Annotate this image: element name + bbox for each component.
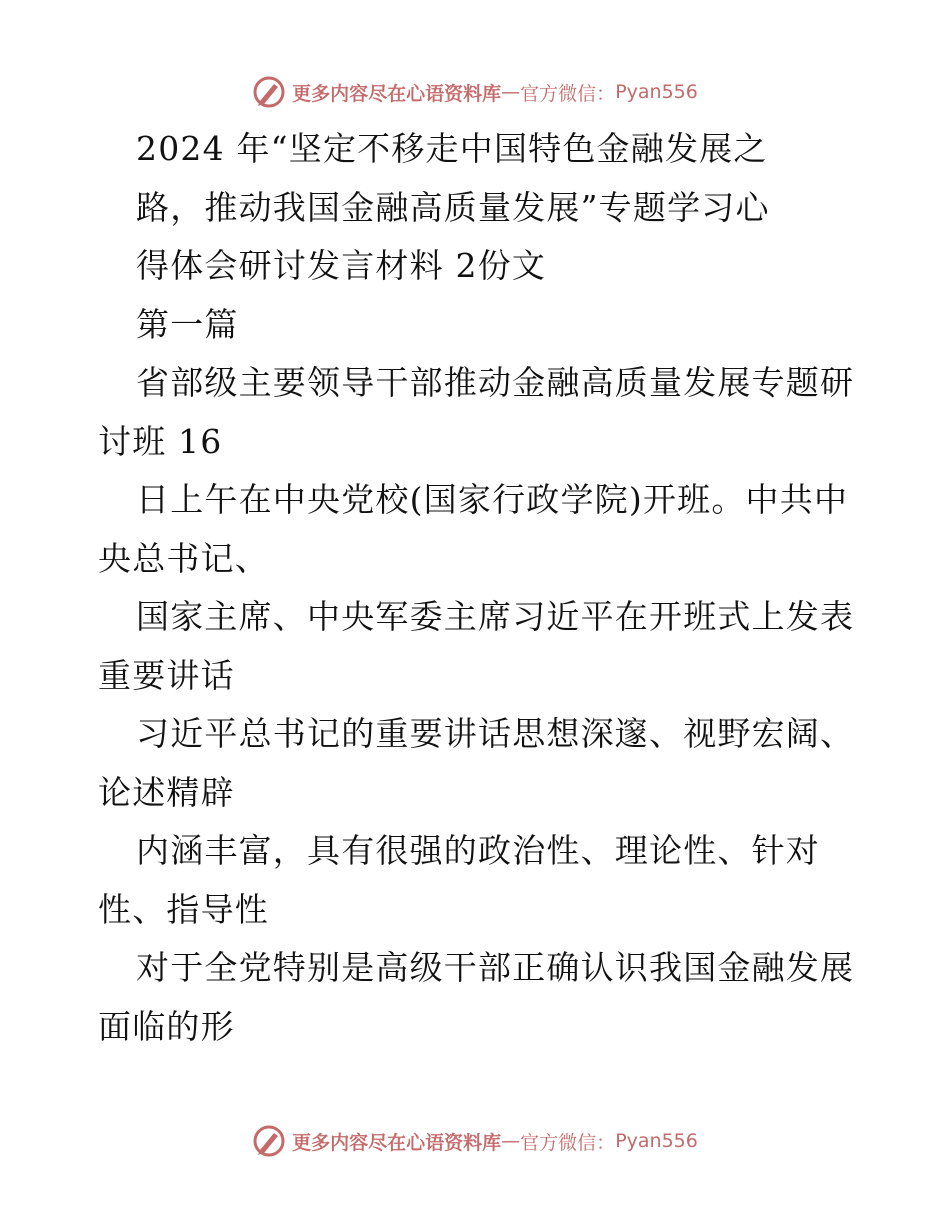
header-watermark: [0, 72, 950, 112]
document-line: 面临的形: [98, 1006, 235, 1046]
pen-circle-logo-icon: [252, 75, 286, 109]
watermark-dash: —: [501, 81, 521, 103]
document-line: 得体会研讨发言材料 2份文: [136, 246, 547, 285]
document-line: 国家主席、中央军委主席习近平在开班式上发表: [136, 597, 855, 636]
document-line: 路，推动我国金融高质量发展”专题学习心: [136, 187, 770, 227]
document-line: 省部级主要领导干部推动金融高质量发展专题研: [136, 363, 855, 402]
watermark-text: 更多内容尽在心语资料库: [292, 1131, 502, 1154]
document-line: 日上午在中央党校(国家行政学院)开班。中共中: [136, 480, 849, 519]
document-line: 央总书记、: [98, 538, 269, 578]
document-line: 讨班 16: [98, 421, 223, 461]
document-line: 第一篇: [136, 304, 239, 344]
watermark-wechat-id: Pyan556: [615, 1130, 698, 1152]
document-line: 内涵丰富，具有很强的政治性、理论性、针对: [136, 831, 820, 870]
pen-circle-logo-icon: [252, 1124, 286, 1158]
watermark-wechat-label: 官方微信：: [520, 82, 616, 105]
document-line: 习近平总书记的重要讲话思想深邃、视野宏阔、: [136, 714, 855, 753]
watermark-dash: —: [501, 1130, 521, 1152]
watermark-text: 更多内容尽在心语资料库: [292, 82, 502, 105]
document-line: 2024 年“坚定不移走中国特色金融发展之: [136, 129, 768, 168]
footer-watermark: [0, 1121, 950, 1161]
watermark-wechat-id: Pyan556: [615, 81, 698, 103]
document-line: 论述精辟: [98, 772, 235, 812]
document-line: 对于全党特别是高级干部正确认识我国金融发展: [136, 948, 855, 987]
document-body: [98, 120, 858, 1056]
document-line: 重要讲话: [98, 655, 235, 695]
watermark-wechat-label: 官方微信：: [520, 1131, 616, 1154]
document-line: 性、指导性: [98, 889, 269, 929]
